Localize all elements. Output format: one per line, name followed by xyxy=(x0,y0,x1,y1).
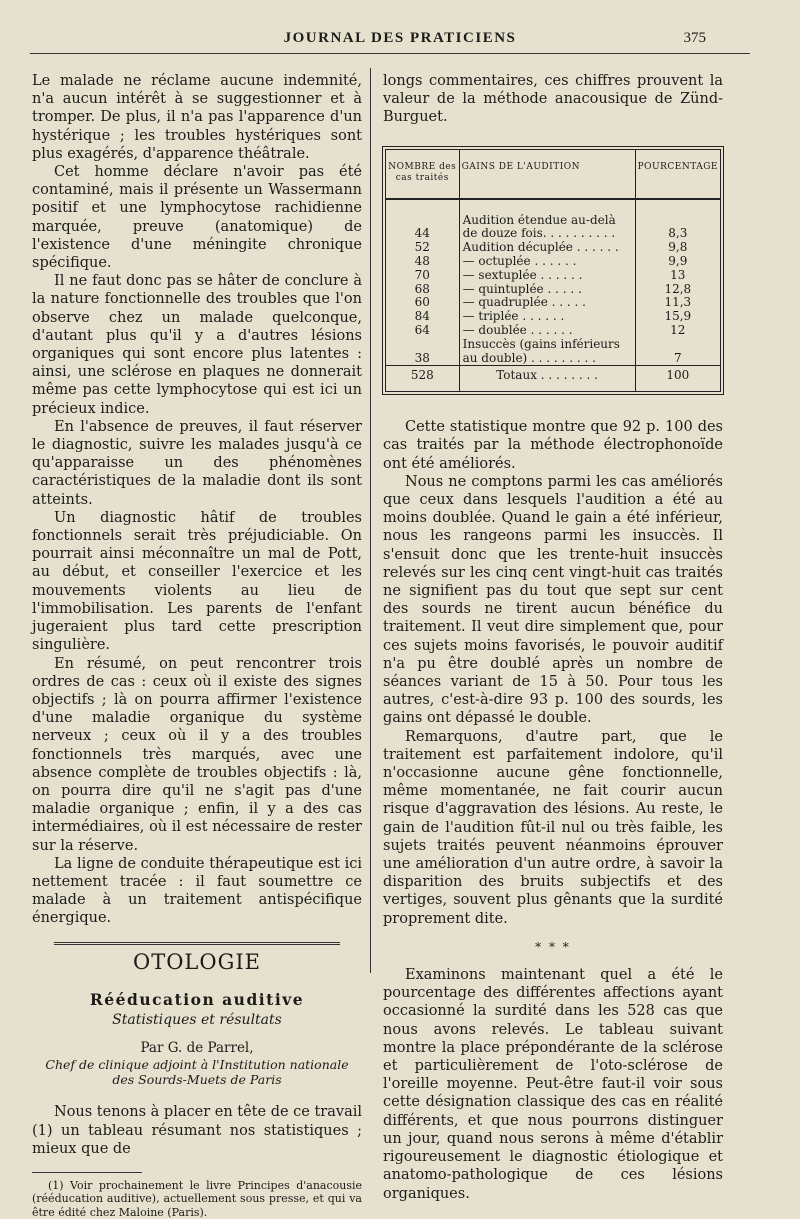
author-affiliation xyxy=(32,1057,362,1087)
article-author: Par G. de Parrel, xyxy=(140,1040,254,1057)
table-total-row xyxy=(386,366,721,392)
paragraph: La ligne de conduite thérapeutique est ici nettement tracée : il faut soumettre ce malade à un traitement antispécifique énergique. xyxy=(32,855,362,927)
total-count-cell: 528 xyxy=(386,366,460,392)
column-header: NOMBRE des cas traités xyxy=(386,149,460,199)
column-header: POURCENTAGE xyxy=(635,149,720,199)
table-row xyxy=(386,283,721,297)
paragraph: Nous tenons à placer en tête de ce travail (1) un tableau résumant nos statistiques ; mieux que de xyxy=(32,1104,362,1157)
gain-cell: Audition étendue au-delà de douze fois. . . . . . . . . . xyxy=(459,199,635,242)
footnote-rule xyxy=(32,1172,142,1173)
right-column xyxy=(383,72,723,1203)
paragraph: Il ne faut donc pas se hâter de conclure à la nature fonctionnelle des troubles que l'on observe chez un malade quelconque, d'autant plus qu'il y a d'autres lésions organiques qui sont encore plus latentes : ainsi, une sclérose en plaques ne donnerait même pas cette lymphocytose qui est ici un précieux indice. xyxy=(32,273,362,417)
section-heading: OTOLOGIE xyxy=(132,949,261,974)
page-number: 375 xyxy=(683,30,706,46)
paragraph: Examinons maintenant quel a été le pourcentage des différentes affections ayant occasionné la surdité dans les 528 cas que nous avons relevés. Le tableau suivant montre la place prépondérante de la sclérose et particulièrement de l'oto-sclérose de l'oreille moyenne. Peut-être faut-il voir sous cette désignation classique des cas en réalité différents, et que nous pourrons distinguer un jour, quand nous serons à même d'établir rigoureusement le diagnostic étiologique et anatomo-pathologique de ces lésions organiques. xyxy=(383,967,723,1202)
paragraph: Cette statistique montre que 92 p. 100 des cas traités par la méthode électrophonoïde ont été améliorés. xyxy=(383,419,723,472)
gain-cell: — quintuplée . . . . . xyxy=(459,283,635,297)
table-row xyxy=(386,324,721,338)
percent-cell: 11,3 xyxy=(664,295,692,310)
gain-cell: Audition décuplée . . . . . . xyxy=(459,241,635,255)
percent-cell: 13 xyxy=(670,267,686,282)
count-cell: 64 xyxy=(386,324,460,338)
paragraph: Remarquons, d'autre part, que le traitement est parfaitement indolore, qu'il n'occasionne aucune gêne fonctionnelle, même momentanée, ne fait courir aucun risque d'aggravation des lésions. Au reste, le gain de l'audition fût-il nul ou très faible, les sujets traités peuvent néanmoins éprouver une amélioration d'un autre ordre, à savoir la disparition des bruits subjectifs et des vertiges, souvent plus gênants que la surdité proprement dite. xyxy=(383,728,723,927)
percent-cell: 15,9 xyxy=(664,309,692,324)
total-label-cell: Totaux . . . . . . . . xyxy=(459,366,635,392)
footnote: (1) Voir prochainement le livre Principes d'anacousie (rééducation auditive), actuellement sous presse, et qui va être édité chez Maloine (Paris). xyxy=(32,1178,362,1219)
count-cell: 38 xyxy=(386,338,460,366)
count-cell: 44 xyxy=(386,199,460,242)
paragraph: longs commentaires, ces chiffres prouvent la valeur de la méthode anacousique de Zünd-Burguet. xyxy=(383,73,723,126)
percent-cell: 7 xyxy=(673,350,682,365)
gain-cell: — sextuplée . . . . . . xyxy=(459,269,635,283)
header-rule xyxy=(30,53,750,54)
section-separator-asterisks: * * * xyxy=(535,939,571,954)
running-header xyxy=(0,30,800,52)
paragraph: En l'absence de preuves, il faut réserver le diagnostic, suivre les malades jusqu'à ce qu'apparaisse un des phénomènes caractéristiques de la maladie dont ils sont atteints. xyxy=(32,418,362,508)
table-row xyxy=(386,296,721,310)
total-percent-cell: 100 xyxy=(635,366,720,392)
paragraph: Un diagnostic hâtif de troubles fonctionnels serait très préjudiciable. On pourrait ainsi méconnaître un mal de Pott, au début, et conseiller l'exercice et les mouvements violents au lieu de l'immobilisation. Les parents de l'enfant jugeraient plus tard cette prescription singulière. xyxy=(32,509,362,654)
section-rule xyxy=(54,942,340,945)
count-cell: 84 xyxy=(386,310,460,324)
percent-cell: 9,8 xyxy=(668,240,688,255)
left-column xyxy=(32,72,362,1219)
column-header: GAINS DE L'AUDITION xyxy=(459,149,635,199)
column-divider xyxy=(370,68,371,973)
affiliation-line: des Sourds-Muets de Paris xyxy=(112,1072,282,1088)
paragraph: Le malade ne réclame aucune indemnité, n'a aucun intérêt à se suggestionner et à tromper. De plus, il n'a pas l'apparence d'un hystérique ; les troubles hystériques sont plus exagérés, d'apparence théâtrale. xyxy=(32,73,362,162)
count-cell: 48 xyxy=(386,255,460,269)
table-header-row xyxy=(386,149,721,199)
article-title: Rééducation auditive xyxy=(89,989,305,1009)
paragraph: Cet homme déclare n'avoir pas été contaminé, mais il présente un Wassermann positif et une lymphocytose rachidienne marquée, preuve (anatomique) de l'existence d'une méningite chronique spécifique. xyxy=(32,164,362,272)
gain-cell: — triplée . . . . . . xyxy=(459,310,635,324)
gain-cell: Insuccès (gains inférieurs au double) . . . . . . . . . xyxy=(459,338,635,366)
count-cell: 52 xyxy=(386,241,460,255)
article-subtitle: Statistiques et résultats xyxy=(112,1011,282,1028)
percent-cell: 8,3 xyxy=(668,226,688,241)
table-row xyxy=(386,338,721,366)
gain-cell: — doublée . . . . . . xyxy=(459,324,635,338)
percent-cell: 12 xyxy=(670,322,686,337)
journal-title: JOURNAL DES PRATICIENS xyxy=(283,30,517,46)
count-cell: 68 xyxy=(386,283,460,297)
paragraph: Nous ne comptons parmi les cas améliorés que ceux dans lesquels l'audition a été au moins doublée. Quand le gain a été inférieur, nous les rangeons parmi les insuccès. Il s'ensuit donc que les trente-huit insuccès relevés sur les cinq cent vingt-huit cas traités ne signifient pas du tout que sept sur cent des sourds ne tirent aucun bénéfice du traitement. Il veut dire simplement que, pour ces sujets moins favorisés, le pouvoir auditif n'a pu être doublé après un nombre de séances variant de 15 à 50. Pour tous les autres, c'est-à-dire 93 p. 100 des sourds, les gains ont dépassé le double. xyxy=(383,473,723,727)
percent-cell: 12,8 xyxy=(664,281,692,296)
affiliation-line: Chef de clinique adjoint à l'Institution nationale xyxy=(45,1057,349,1073)
statistics-table xyxy=(385,149,721,393)
percent-cell: 9,9 xyxy=(668,254,688,268)
table-row xyxy=(386,255,721,269)
table-row xyxy=(386,241,721,255)
gain-cell: — quadruplée . . . . . xyxy=(459,296,635,310)
paragraph: En résumé, on peut rencontrer trois ordres de cas : ceux où il existe des signes objectifs ; là on pourra affirmer l'existence d'une maladie organique du système nerveux ; ceux où il y a des troubles fonctionnels très marqués, avec une absence complète de troubles objectifs : là, on pourra dire qu'il ne s'agit pas d'une maladie organique ; enfin, il y a des cas intermédiaires, où il est nécessaire de rester sur la réserve. xyxy=(32,655,362,854)
table-row xyxy=(386,310,721,324)
table-row xyxy=(386,199,721,242)
gain-cell: — octuplée . . . . . . xyxy=(459,255,635,269)
table-row xyxy=(386,269,721,283)
count-cell: 60 xyxy=(386,296,460,310)
count-cell: 70 xyxy=(386,269,460,283)
